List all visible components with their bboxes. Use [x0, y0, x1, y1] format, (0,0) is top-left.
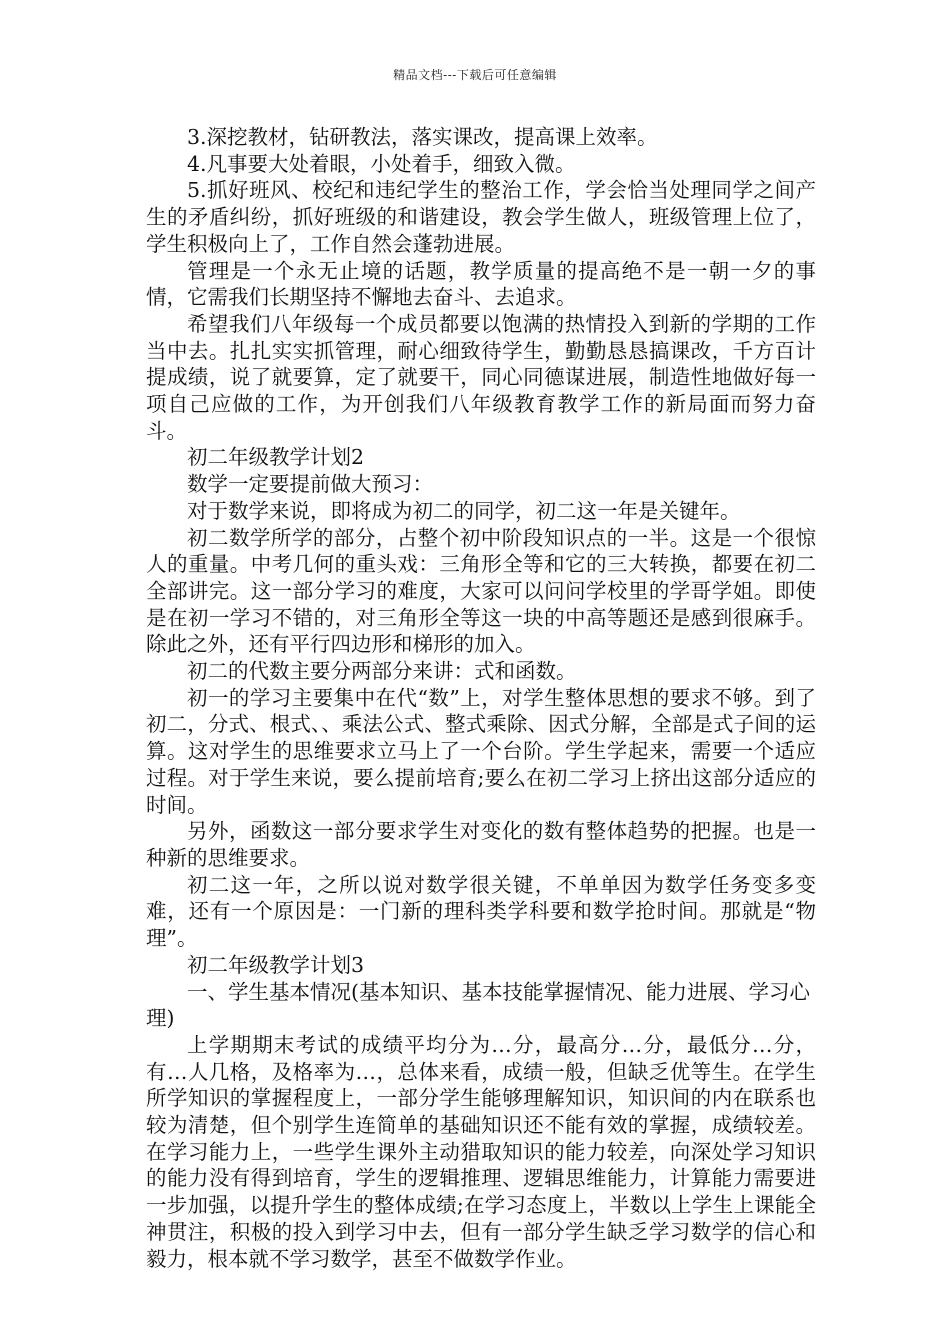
document-body [146, 124, 816, 1272]
paragraph: 3.深挖教材，钻研教法，落实课改，提高课上效率。 [187, 125, 658, 149]
section-heading: 初二年级教学计划3 [187, 952, 365, 977]
paragraph: 初二数学所学的部分，占整个初中阶段知识点的一半。这是一个很惊人的重量。中考几何的重头戏：三角形全等和它的三大转换，都要在初二全部讲完。这一部分学习的难度，大家可以问问学校里的学哥学姐。即使是在初一学习不错的，对三角形全等这一块的中高等题还是感到很麻手。除此之外，还有平行四边形和梯形的加入。 [146, 525, 816, 657]
paragraph: 上学期期末考试的成绩平均分为…分，最高分…分，最低分…分，有…人几格，及格率为…，总体来看，成绩一般，但缺乏优等生。在学生所学知识的掌握程度上，一部分学生能够理解知识，知识间的内在联系也较为清楚，但个别学生连简单的基础知识还不能有效的掌握，成绩较差。在学习能力上，一些学生课外主动猎取知识的能力较差，向深处学习知识的能力没有得到培育，学生的逻辑推理、逻辑思维能力，计算能力需要进一步加强，以提升学生的整体成绩;在学习态度上，半数以上学生上课能全神贯注，积极的投入到学习中去，但有一部分学生缺乏学习数学的信心和毅力，根本就不学习数学，甚至不做数学作业。 [146, 1032, 816, 1271]
paragraph: 4.凡事要大处着眼，小处着手，细致入微。 [187, 151, 576, 176]
paragraph: 希望我们八年级每一个成员都要以饱满的热情投入到新的学期的工作当中去。扎扎实实抓管理，耐心细致待学生，勤勤恳恳搞课改，千方百计提成绩，说了就要算，定了就要干，同心同德谋进展，制造性地做好每一项自己应做的工作，为开创我们八年级教育教学工作的新局面而努力奋斗。 [146, 311, 816, 443]
paragraph: 初一的学习主要集中在代“数”上，对学生整体思想的要求不够。到了初二，分式、根式、、乘法公式、整式乘除、因式分解，全部是式子间的运算。这对学生的思维要求立马上了一个台阶。学生学起来，需要一个适应过程。对于学生来说，要么提前培育;要么在初二学习上挤出这部分适应的时间。 [146, 685, 816, 817]
paragraph: 管理是一个永无止境的话题，教学质量的提高绝不是一朝一夕的事情，它需我们长期坚持不懈地去奋斗、去追求。 [146, 258, 816, 310]
paragraph: 初二这一年，之所以说对数学很关键，不单单因为数学任务变多变难，还有一个原因是：一门新的理科类学科要和数学抢时间。那就是“物理”。 [146, 872, 816, 951]
paragraph: 对于数学来说，即将成为初二的同学，初二这一年是关键年。 [187, 498, 741, 523]
section-heading: 初二年级教学计划2 [187, 445, 365, 470]
page-header: 精品文档---下载后可任意编辑 [393, 68, 557, 82]
paragraph: 5.抓好班风、校纪和违纪学生的整治工作，学会恰当处理同学之间产生的矛盾纠纷，抓好班级的和谐建设，教会学生做人，班级管理上位了，学生积极向上了，工作自然会蓬勃进展。 [146, 178, 816, 256]
paragraph: 另外，函数这一部分要求学生对变化的数有整体趋势的把握。也是一种新的思维要求。 [146, 819, 816, 870]
paragraph: 初二的代数主要分两部分来讲：式和函数。 [187, 659, 577, 684]
subheading: 一、学生基本情况(基本知识、基本技能掌握情况、能力进展、学习心理) [146, 979, 810, 1031]
subheading: 数学一定要提前做大预习： [187, 472, 433, 497]
